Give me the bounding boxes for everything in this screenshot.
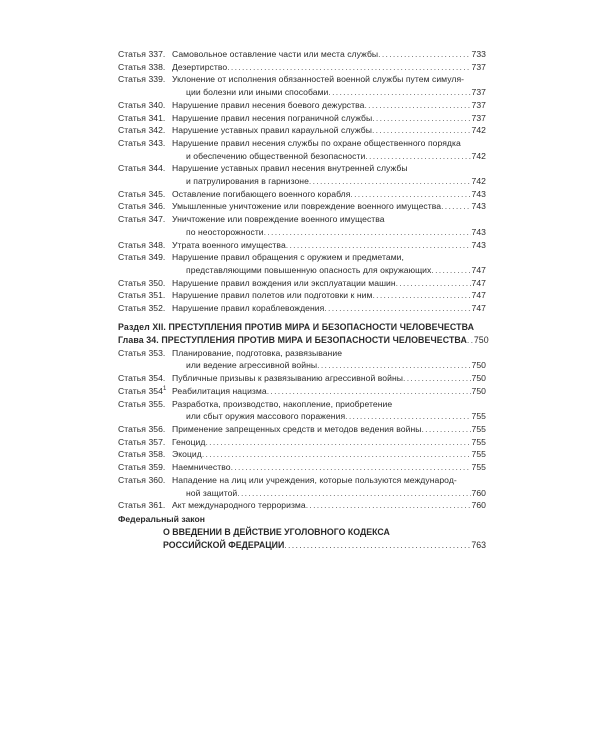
- page-number: 742: [471, 176, 486, 187]
- article-title: Утрата военного имущества: [172, 239, 286, 250]
- leader-dots: [306, 499, 471, 512]
- article-title: Нарушение уставных правил караульной службы: [172, 125, 372, 136]
- page-number: 743: [471, 239, 486, 250]
- chapter-entry[interactable]: [118, 334, 489, 347]
- toc-entry[interactable]: [118, 48, 486, 61]
- federal-law-entry[interactable]: [118, 526, 486, 552]
- article-title: Геноцид: [172, 436, 206, 447]
- page-number: 737: [471, 99, 486, 110]
- page-number: 750: [471, 373, 486, 384]
- leader-dots: [264, 226, 471, 239]
- article-number: Статья 346.: [118, 201, 166, 212]
- toc-entry[interactable]: [118, 213, 486, 238]
- page-number: 760: [471, 500, 486, 511]
- toc-entry[interactable]: [118, 137, 486, 162]
- table-of-contents: [118, 48, 489, 552]
- article-number: Статья 351.: [118, 290, 166, 301]
- page-number: 747: [471, 303, 486, 314]
- page-number: 747: [471, 277, 486, 288]
- toc-entry[interactable]: [118, 423, 486, 436]
- page-number: 750: [471, 360, 486, 371]
- article-title: Нападение на лиц или учреждения, которые пользуются международ-: [172, 474, 457, 485]
- article-title: Планирование, подготовка, развязывание: [172, 347, 343, 358]
- article-number: Статья $354^1$: [118, 385, 167, 396]
- page-number: 755: [471, 462, 486, 473]
- article-number: Статья 337.: [118, 49, 166, 59]
- article-list-bottom: [118, 347, 486, 512]
- leader-dots: [267, 385, 471, 398]
- leader-dots: [403, 372, 470, 385]
- article-number: Статья 339.: [118, 74, 166, 85]
- leader-dots: [364, 99, 470, 112]
- article-title: Уничтожение или повреждение военного имущества: [172, 214, 385, 225]
- leader-dots: [231, 461, 471, 474]
- article-title: Самовольное оставление части или места службы: [172, 49, 379, 59]
- page-number: 743: [471, 188, 486, 199]
- article-number: Статья 356.: [118, 423, 166, 434]
- page-number: 747: [471, 264, 486, 275]
- toc-entry[interactable]: [118, 436, 486, 449]
- federal-law-title-line1: О ВВЕДЕНИИ В ДЕЙСТВИЕ УГОЛОВНОГО КОДЕКСА: [163, 526, 390, 537]
- toc-entry[interactable]: [118, 302, 486, 315]
- toc-entry[interactable]: [118, 99, 486, 112]
- article-title: Дезертирство: [172, 61, 228, 72]
- page-number: 760: [471, 487, 486, 498]
- leader-dots: [350, 188, 470, 201]
- article-title: Оставление погибающего военного корабля: [172, 188, 351, 199]
- toc-entry[interactable]: [118, 372, 486, 385]
- article-title: Умышленные уничтожение или повреждение военного имущества: [172, 201, 442, 212]
- article-number: Статья 359.: [118, 462, 166, 473]
- federal-law-page-number: 763: [471, 539, 486, 550]
- article-number: Статья 338.: [118, 61, 166, 72]
- article-number: Статья 355.: [118, 398, 166, 409]
- page-number: 743: [471, 201, 486, 212]
- article-title: Применение запрещенных средств и методов ведения войны: [172, 423, 422, 434]
- toc-entry[interactable]: [118, 474, 486, 499]
- toc-entry[interactable]: [118, 73, 486, 98]
- page-number: 737: [471, 61, 486, 72]
- article-number: Статья 361.: [118, 500, 166, 511]
- toc-entry[interactable]: [118, 398, 486, 423]
- page-number: 737: [471, 112, 486, 123]
- toc-entry[interactable]: [118, 385, 486, 398]
- leader-dots: [396, 277, 471, 290]
- article-number: Статья 348.: [118, 239, 166, 250]
- article-title: или сбыт оружия массового поражения: [186, 411, 346, 422]
- article-title: и обеспечению общественной безопасности: [186, 150, 366, 161]
- page-number: 733: [471, 49, 486, 59]
- article-title: Нарушение правил несения боевого дежурства: [172, 99, 365, 110]
- leader-dots: [378, 48, 470, 61]
- federal-law-label: Федеральный закон: [118, 513, 205, 524]
- toc-entry[interactable]: [118, 251, 486, 276]
- leader-dots: [431, 264, 470, 277]
- article-title: Нарушение правил вождения или эксплуатации машин: [172, 277, 396, 288]
- page-number: 755: [471, 449, 486, 460]
- leader-dots: [324, 302, 470, 315]
- article-title: Разработка, производство, накопление, приобретение: [172, 398, 393, 409]
- article-title: ной защитой: [186, 487, 238, 498]
- section-title: Раздел XII. ПРЕСТУПЛЕНИЯ ПРОТИВ МИРА И БЕЗОПАСНОСТИ ЧЕЛОВЕЧЕСТВА: [118, 321, 475, 332]
- article-number: Статья 340.: [118, 99, 166, 110]
- toc-entry[interactable]: [118, 188, 486, 201]
- leader-dots: [286, 239, 471, 252]
- article-number: Статья 344.: [118, 163, 166, 174]
- toc-entry[interactable]: [118, 239, 486, 252]
- toc-entry[interactable]: [118, 277, 486, 290]
- leader-dots: [202, 448, 471, 461]
- toc-entry[interactable]: [118, 162, 486, 187]
- article-title: Нарушение правил несения пограничной службы: [172, 112, 373, 123]
- article-title: Уклонение от исполнения обязанностей военной службы путем симуля-: [172, 74, 465, 85]
- toc-entry[interactable]: [118, 448, 486, 461]
- article-number: Статья 354.: [118, 373, 166, 384]
- leader-dots: [372, 289, 470, 302]
- federal-law-title-line2: РОССИЙСКОЙ ФЕДЕРАЦИИ: [163, 539, 285, 550]
- article-title: Нарушение уставных правил несения внутренней службы: [172, 163, 408, 174]
- article-number: Статья 343.: [118, 137, 166, 148]
- article-number: Статья 350.: [118, 277, 166, 288]
- chapter-title: Глава 34. ПРЕСТУПЛЕНИЯ ПРОТИВ МИРА И БЕЗОПАСНОСТИ ЧЕЛОВЕЧЕСТВА: [118, 334, 467, 345]
- page-number: 743: [471, 226, 486, 237]
- article-number: Статья 349.: [118, 252, 166, 263]
- page-number: 737: [471, 87, 486, 98]
- article-number: Статья 360.: [118, 474, 166, 485]
- toc-entry[interactable]: [118, 461, 486, 474]
- leader-dots: [237, 487, 470, 500]
- page-number: 755: [471, 411, 486, 422]
- article-title: Публичные призывы к развязыванию агрессивной войны: [172, 373, 404, 384]
- article-number: Статья 345.: [118, 188, 166, 199]
- page-number: 755: [471, 423, 486, 434]
- leader-dots: [345, 410, 470, 423]
- leader-dots: [284, 539, 470, 552]
- leader-dots: [372, 112, 470, 125]
- chapter-page-number: 750: [473, 334, 489, 345]
- article-number: Статья 352.: [118, 303, 166, 314]
- article-number: Статья 358.: [118, 449, 166, 460]
- toc-entry[interactable]: [118, 289, 486, 302]
- leader-dots: [372, 124, 471, 137]
- leader-dots: [421, 423, 470, 436]
- article-number: Статья 347.: [118, 214, 166, 225]
- article-title: Акт международного терроризма: [172, 500, 306, 511]
- page-number: 742: [471, 150, 486, 161]
- leader-dots: [441, 200, 470, 213]
- page-number: 747: [471, 290, 486, 301]
- toc-entry[interactable]: [118, 124, 486, 137]
- leader-dots: [205, 436, 470, 449]
- toc-entry[interactable]: [118, 61, 486, 74]
- leader-dots: [317, 359, 470, 372]
- article-number: Статья 341.: [118, 112, 166, 123]
- toc-entry[interactable]: [118, 499, 486, 512]
- toc-entry[interactable]: [118, 112, 486, 125]
- toc-entry[interactable]: [118, 200, 486, 213]
- article-title: Реабилитация нацизма: [172, 385, 267, 396]
- leader-dots: [309, 175, 471, 188]
- article-title: представляющими повышенную опасность для окружающих: [186, 264, 432, 275]
- article-number-superscript: 1: [162, 385, 167, 392]
- article-title: Нарушение правил несения службы по охране общественного порядка: [172, 137, 461, 148]
- article-title: Нарушение правил обращения с оружием и предметами,: [172, 252, 404, 263]
- article-number: Статья 357.: [118, 436, 166, 447]
- article-list-top: [118, 48, 486, 315]
- article-title: Наемничество: [172, 462, 231, 473]
- article-title: Нарушение правил кораблевождения: [172, 303, 325, 314]
- page-number: 742: [471, 125, 486, 136]
- leader-dots: [328, 86, 470, 99]
- toc-entry[interactable]: [118, 347, 486, 372]
- page-number: 750: [471, 385, 486, 396]
- article-title: ции болезни или иными способами: [186, 87, 329, 98]
- article-title: Нарушение правил полетов или подготовки к ним: [172, 290, 373, 301]
- article-title: и патрулирования в гарнизоне: [186, 176, 309, 187]
- article-title: или ведение агрессивной войны: [186, 360, 318, 371]
- leader-dots: [365, 150, 470, 163]
- article-title: по неосторожности: [186, 226, 264, 237]
- leader-dots: [227, 61, 470, 74]
- page-number: 755: [471, 436, 486, 447]
- article-number: Статья 353.: [118, 347, 166, 358]
- article-title: Экоцид: [172, 449, 202, 460]
- article-number: Статья 342.: [118, 125, 166, 136]
